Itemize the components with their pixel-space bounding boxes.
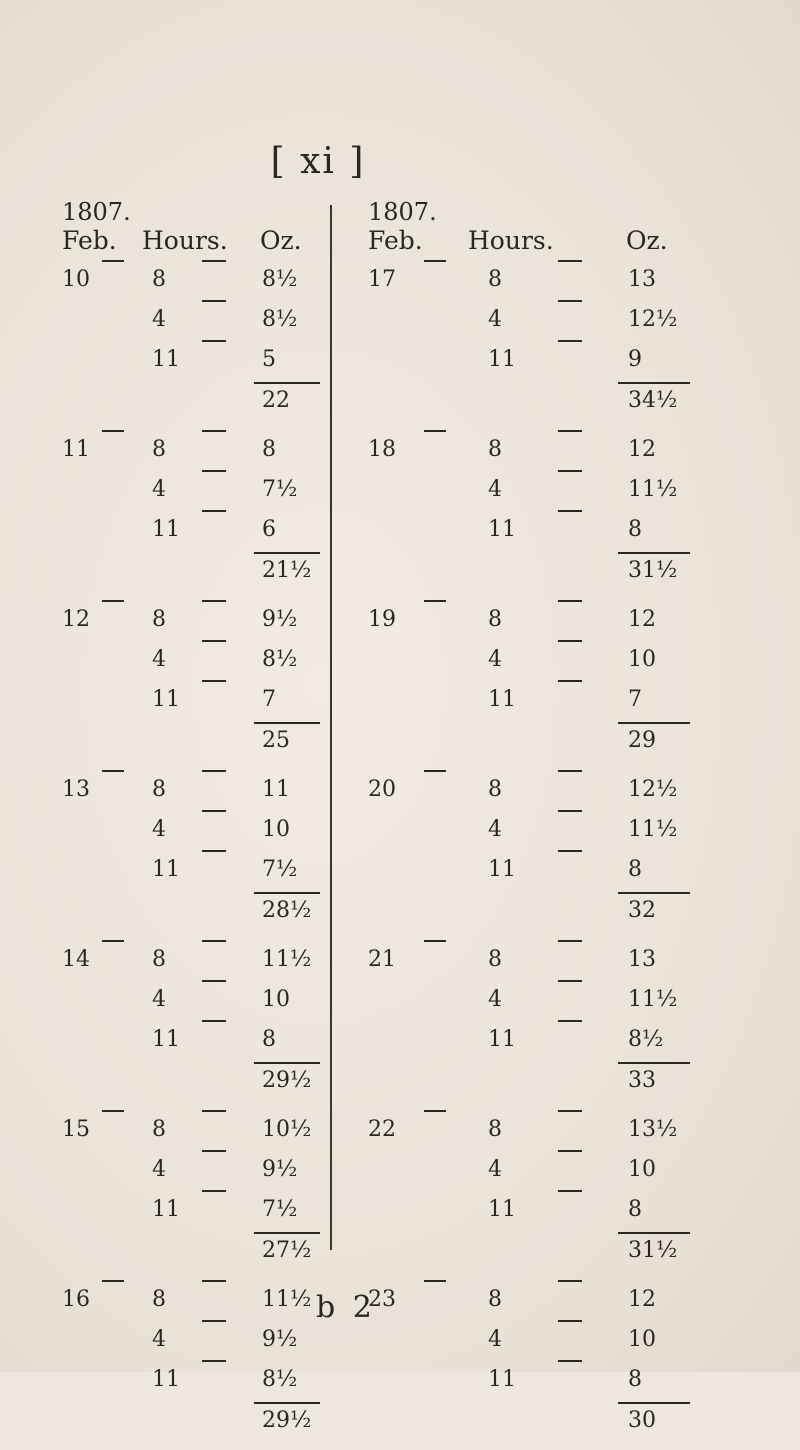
oz-value: 8 (262, 1027, 276, 1052)
hour-value: 4 (488, 817, 502, 842)
oz-value: 10½ (262, 1117, 312, 1142)
oz-value: 8½ (262, 647, 298, 672)
dash-separator (558, 300, 582, 302)
oz-value: 12½ (628, 307, 678, 332)
sum-rule (254, 1062, 320, 1064)
hour-value: 4 (152, 817, 166, 842)
dash-separator (102, 1280, 124, 1282)
daily-total: 22 (262, 388, 290, 413)
hour-value: 4 (488, 647, 502, 672)
reading-row (62, 340, 322, 380)
daily-total: 29½ (262, 1068, 312, 1093)
day-number: 17 (368, 267, 396, 292)
oz-value: 11½ (628, 817, 678, 842)
daily-total: 33 (628, 1068, 656, 1093)
reading-row (368, 810, 768, 850)
reading-row (62, 1110, 322, 1150)
hour-value: 4 (152, 987, 166, 1012)
dash-separator (202, 980, 226, 982)
dash-separator (202, 680, 226, 682)
hour-value: 4 (488, 987, 502, 1012)
dash-separator (202, 1020, 226, 1022)
hour-value: 11 (152, 1367, 180, 1392)
day-entry (368, 1110, 768, 1280)
hour-value: 8 (152, 1117, 166, 1142)
oz-value: 10 (628, 1327, 656, 1352)
oz-value: 11½ (628, 987, 678, 1012)
daily-total: 30 (628, 1408, 656, 1433)
oz-value: 13 (628, 267, 656, 292)
reading-row (62, 470, 322, 510)
dash-separator (202, 770, 226, 772)
reading-row (368, 1110, 768, 1150)
hour-value: 4 (488, 477, 502, 502)
reading-row (368, 980, 768, 1020)
oz-value: 9½ (262, 607, 298, 632)
day-entry (368, 600, 768, 770)
day-entry (62, 600, 322, 770)
day-number: 22 (368, 1117, 396, 1142)
hour-value: 8 (152, 777, 166, 802)
hour-value: 8 (488, 1287, 502, 1312)
dash-separator (558, 810, 582, 812)
day-number: 20 (368, 777, 396, 802)
dash-separator (202, 1190, 226, 1192)
dash-separator (202, 1280, 226, 1282)
oz-value: 10 (628, 647, 656, 672)
reading-row (368, 260, 768, 300)
daily-total: 31½ (628, 1238, 678, 1263)
dash-separator (558, 850, 582, 852)
oz-header: Oz. (626, 226, 668, 255)
reading-row (368, 1280, 768, 1320)
reading-row (62, 1320, 322, 1360)
sum-rule (254, 722, 320, 724)
reading-row (62, 940, 322, 980)
hour-value: 8 (152, 607, 166, 632)
day-entry (62, 260, 322, 430)
hour-value: 8 (488, 267, 502, 292)
dash-separator (558, 510, 582, 512)
oz-value: 11½ (628, 477, 678, 502)
hour-value: 8 (488, 1117, 502, 1142)
dash-separator (202, 1320, 226, 1322)
day-number: 13 (62, 777, 90, 802)
reading-row (368, 430, 768, 470)
oz-value: 9½ (262, 1327, 298, 1352)
reading-row (368, 1190, 768, 1230)
hour-value: 4 (152, 477, 166, 502)
reading-row (62, 430, 322, 470)
sum-rule (618, 1232, 690, 1234)
year-label: 1807. (368, 198, 437, 226)
oz-value: 11½ (262, 947, 312, 972)
oz-value: 8 (628, 1367, 642, 1392)
oz-value: 10 (628, 1157, 656, 1182)
dash-separator (102, 770, 124, 772)
hour-value: 4 (488, 1327, 502, 1352)
oz-value: 10 (262, 817, 290, 842)
day-number: 19 (368, 607, 396, 632)
hour-value: 11 (488, 517, 516, 542)
dash-separator (558, 1020, 582, 1022)
oz-value: 7½ (262, 1197, 298, 1222)
hour-value: 4 (152, 1157, 166, 1182)
oz-value: 8 (628, 1197, 642, 1222)
day-number: 23 (368, 1287, 396, 1312)
dash-separator (202, 430, 226, 432)
hour-value: 4 (152, 307, 166, 332)
reading-row (368, 850, 768, 890)
hours-header: Hours. (142, 226, 228, 255)
dash-separator (558, 640, 582, 642)
dash-separator (558, 1190, 582, 1192)
hour-value: 11 (152, 1027, 180, 1052)
reading-row (62, 1190, 322, 1230)
dash-separator (202, 260, 226, 262)
column-headers (62, 226, 322, 260)
hours-header: Hours. (468, 226, 554, 255)
dash-separator (424, 430, 446, 432)
reading-row (368, 510, 768, 550)
hour-value: 8 (488, 607, 502, 632)
reading-row (368, 1150, 768, 1190)
daily-total: 32 (628, 898, 656, 923)
dash-separator (202, 810, 226, 812)
day-number: 18 (368, 437, 396, 462)
dash-separator (558, 1360, 582, 1362)
dash-separator (202, 510, 226, 512)
daily-total: 25 (262, 728, 290, 753)
daily-total: 31½ (628, 558, 678, 583)
dash-separator (558, 430, 582, 432)
hour-value: 11 (488, 1367, 516, 1392)
hour-value: 11 (152, 347, 180, 372)
dash-separator (424, 600, 446, 602)
dash-separator (202, 600, 226, 602)
dash-separator (424, 260, 446, 262)
column-divider (330, 205, 332, 1250)
oz-value: 7½ (262, 477, 298, 502)
oz-value: 12½ (628, 777, 678, 802)
day-entry (62, 1110, 322, 1280)
day-number: 15 (62, 1117, 90, 1142)
day-number: 21 (368, 947, 396, 972)
sum-rule (618, 722, 690, 724)
oz-value: 9½ (262, 1157, 298, 1182)
day-entry (62, 1280, 322, 1450)
oz-value: 8½ (262, 307, 298, 332)
dash-separator (558, 1150, 582, 1152)
dash-separator (202, 1150, 226, 1152)
dash-separator (102, 600, 124, 602)
oz-value: 10 (262, 987, 290, 1012)
sum-rule (618, 552, 690, 554)
hour-value: 11 (152, 1197, 180, 1222)
hour-value: 8 (152, 947, 166, 972)
oz-value: 8½ (628, 1027, 664, 1052)
day-entry (368, 1280, 768, 1450)
reading-row (62, 1360, 322, 1400)
oz-value: 12 (628, 1287, 656, 1312)
daily-total: 27½ (262, 1238, 312, 1263)
oz-value: 5 (262, 347, 276, 372)
dash-separator (202, 850, 226, 852)
right-column (368, 198, 768, 1450)
dash-separator (558, 470, 582, 472)
reading-row (62, 300, 322, 340)
sum-rule (618, 892, 690, 894)
sum-rule (254, 892, 320, 894)
day-number: 11 (62, 437, 90, 462)
oz-value: 8 (628, 857, 642, 882)
dash-separator (558, 600, 582, 602)
dash-separator (558, 770, 582, 772)
dash-separator (202, 640, 226, 642)
dash-separator (202, 300, 226, 302)
dash-separator (558, 260, 582, 262)
reading-row (368, 340, 768, 380)
dash-separator (202, 1360, 226, 1362)
dash-separator (558, 680, 582, 682)
hour-value: 8 (488, 777, 502, 802)
day-number: 12 (62, 607, 90, 632)
day-entry (368, 940, 768, 1110)
day-entry (62, 430, 322, 600)
left-column (62, 198, 322, 1450)
oz-value: 11½ (262, 1287, 312, 1312)
dash-separator (102, 1110, 124, 1112)
reading-row (62, 680, 322, 720)
dash-separator (558, 940, 582, 942)
hour-value: 4 (152, 647, 166, 672)
reading-row (62, 640, 322, 680)
reading-row (368, 680, 768, 720)
reading-row (368, 640, 768, 680)
reading-row (62, 1280, 322, 1320)
reading-row (62, 980, 322, 1020)
sum-rule (254, 382, 320, 384)
dash-separator (424, 770, 446, 772)
dash-separator (558, 980, 582, 982)
daily-total: 29 (628, 728, 656, 753)
dash-separator (202, 340, 226, 342)
sum-rule (254, 1402, 320, 1404)
sum-rule (254, 552, 320, 554)
day-number: 16 (62, 1287, 90, 1312)
reading-row (368, 1320, 768, 1360)
dash-separator (424, 940, 446, 942)
oz-value: 8½ (262, 1367, 298, 1392)
dash-separator (424, 1110, 446, 1112)
sum-rule (254, 1232, 320, 1234)
sum-rule (618, 1062, 690, 1064)
oz-value: 11 (262, 777, 290, 802)
hour-value: 4 (152, 1327, 166, 1352)
dash-separator (202, 1110, 226, 1112)
column-headers (368, 226, 768, 260)
hour-value: 11 (488, 347, 516, 372)
day-entry (368, 430, 768, 600)
page-number: [ xi ] (270, 141, 366, 182)
oz-value: 9 (628, 347, 642, 372)
dash-separator (558, 1280, 582, 1282)
oz-header: Oz. (260, 226, 302, 255)
hour-value: 4 (488, 307, 502, 332)
reading-row (368, 470, 768, 510)
daily-total: 29½ (262, 1408, 312, 1433)
dash-separator (558, 1110, 582, 1112)
hour-value: 11 (488, 687, 516, 712)
reading-row (368, 300, 768, 340)
reading-row (62, 600, 322, 640)
reading-row (368, 600, 768, 640)
reading-row (62, 1150, 322, 1190)
reading-row (62, 850, 322, 890)
reading-row (62, 770, 322, 810)
signature-mark: b 2 (316, 1290, 376, 1325)
hour-value: 8 (152, 437, 166, 462)
dash-separator (102, 430, 124, 432)
day-number: 10 (62, 267, 90, 292)
oz-value: 13 (628, 947, 656, 972)
hour-value: 11 (488, 857, 516, 882)
date-header: Feb. (62, 226, 117, 255)
year-label: 1807. (62, 198, 131, 226)
day-entry (368, 770, 768, 940)
dash-separator (558, 340, 582, 342)
daily-total: 28½ (262, 898, 312, 923)
hour-value: 11 (152, 687, 180, 712)
dash-separator (202, 470, 226, 472)
reading-row (62, 510, 322, 550)
hour-value: 8 (488, 437, 502, 462)
hour-value: 8 (152, 1287, 166, 1312)
day-entry (368, 260, 768, 430)
dash-separator (424, 1280, 446, 1282)
oz-value: 7 (262, 687, 276, 712)
oz-value: 8 (262, 437, 276, 462)
reading-row (368, 940, 768, 980)
oz-value: 7½ (262, 857, 298, 882)
dash-separator (202, 940, 226, 942)
daily-total: 21½ (262, 558, 312, 583)
oz-value: 8 (628, 517, 642, 542)
oz-value: 8½ (262, 267, 298, 292)
oz-value: 12 (628, 607, 656, 632)
oz-value: 12 (628, 437, 656, 462)
sum-rule (618, 1402, 690, 1404)
hour-value: 8 (152, 267, 166, 292)
reading-row (368, 1020, 768, 1060)
dash-separator (102, 260, 124, 262)
hour-value: 11 (488, 1027, 516, 1052)
reading-row (62, 260, 322, 300)
reading-row (368, 770, 768, 810)
oz-value: 7 (628, 687, 642, 712)
oz-value: 13½ (628, 1117, 678, 1142)
dash-separator (558, 1320, 582, 1322)
day-entry (62, 770, 322, 940)
day-number: 14 (62, 947, 90, 972)
oz-value: 6 (262, 517, 276, 542)
reading-row (62, 1020, 322, 1060)
hour-value: 4 (488, 1157, 502, 1182)
dash-separator (102, 940, 124, 942)
hour-value: 11 (488, 1197, 516, 1222)
hour-value: 11 (152, 857, 180, 882)
daily-total: 34½ (628, 388, 678, 413)
sum-rule (618, 382, 690, 384)
reading-row (62, 810, 322, 850)
hour-value: 11 (152, 517, 180, 542)
hour-value: 8 (488, 947, 502, 972)
reading-row (368, 1360, 768, 1400)
date-header: Feb. (368, 226, 423, 255)
day-entry (62, 940, 322, 1110)
